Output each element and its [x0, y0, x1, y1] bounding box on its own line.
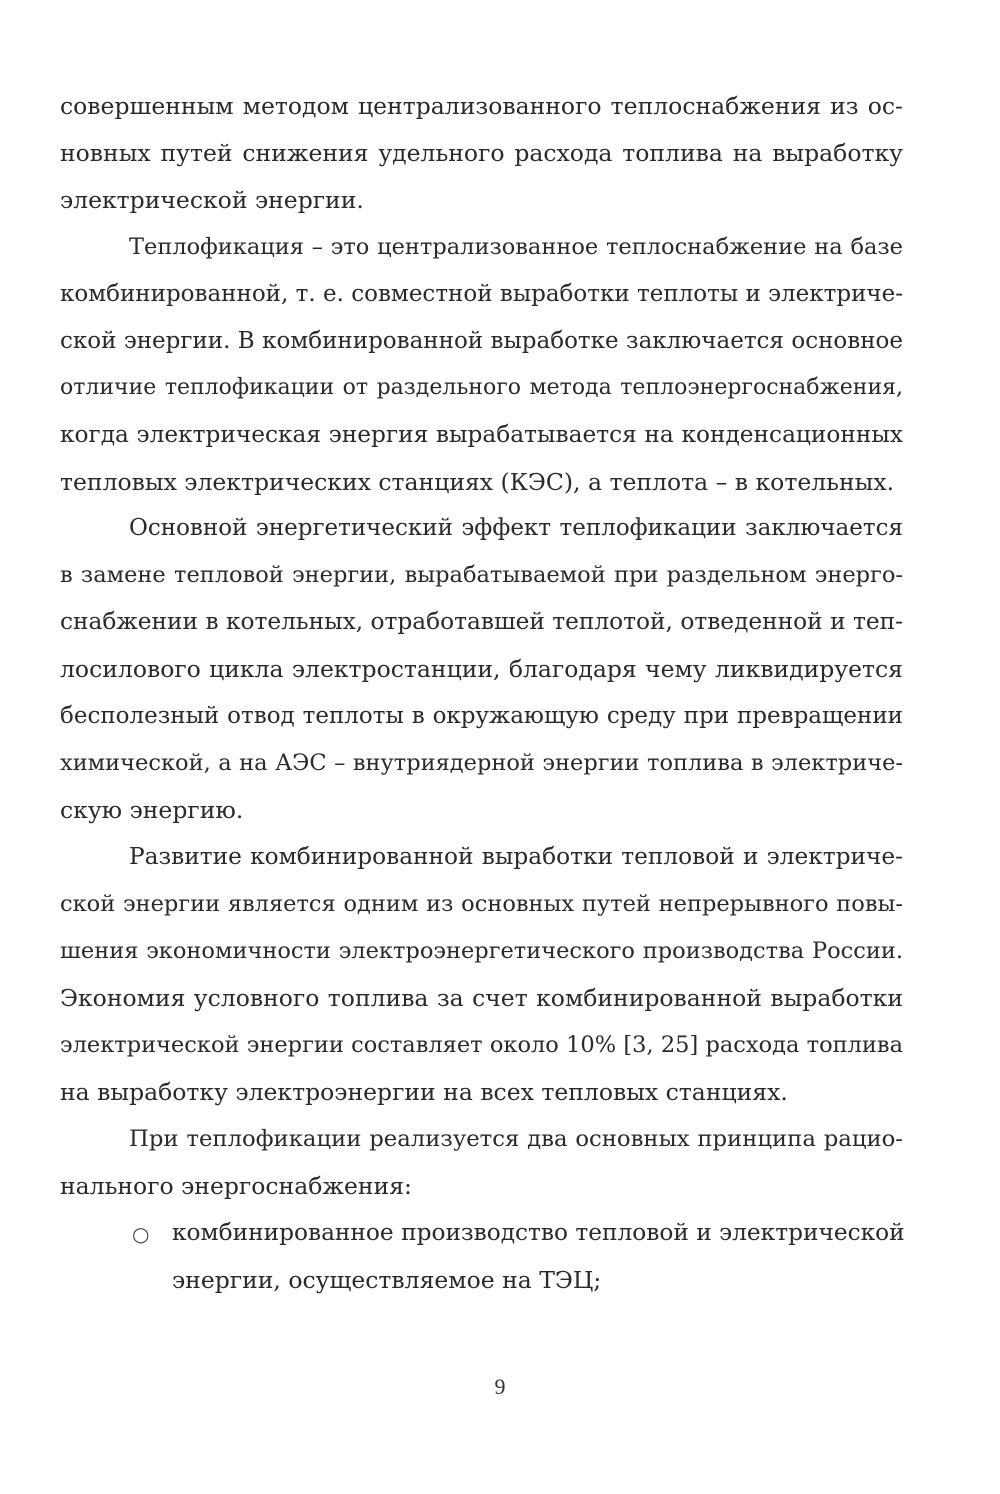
page-number: 9	[494, 1374, 506, 1399]
text-line: ской энергии является одним из основных путей непрерывного повы-	[60, 891, 903, 917]
bullet-item-line: энергии, осуществляемое на ТЭЦ;	[172, 1266, 602, 1294]
text-line: Теплофикация – это централизованное теплоснабжение на базе	[129, 234, 903, 260]
bullet-marker-icon: ○	[132, 1222, 150, 1246]
text-line: комбинированной, т. е. совместной выработки теплоты и электриче-	[60, 281, 903, 307]
text-line: в замене тепловой энергии, вырабатываемой при раздельном энерго-	[60, 562, 903, 588]
text-line: При теплофикации реализуется два основных принципа рацио-	[129, 1126, 903, 1152]
text-line: Экономия условного топлива за счет комбинированной выработки	[60, 984, 903, 1012]
text-line: снабжении в котельных, отработавшей теплотой, отведенной и теп-	[60, 608, 903, 635]
text-line: отличие теплофикации от раздельного метода теплоэнергоснабжения,	[60, 375, 903, 400]
text-line: нального энергоснабжения:	[60, 1172, 412, 1200]
text-line: электрической энергии составляет около 10% [3, 25] расхода топлива	[60, 1032, 903, 1058]
text-line: электрической энергии.	[60, 186, 364, 214]
bullet-item-line: комбинированное производство тепловой и электрической	[172, 1219, 905, 1246]
text-line: шения экономичности электроэнергетического производства России.	[60, 938, 903, 964]
text-line: лосилового цикла электростанции, благодаря чему ликвидируется	[60, 655, 903, 683]
text-line: на выработку электроэнергии на всех тепловых станциях.	[60, 1078, 788, 1106]
text-line: Основной энергетический эффект теплофикации заключается	[129, 515, 903, 541]
text-line: ской энергии. В комбинированной выработке заключается основное	[60, 328, 903, 354]
text-line: новных путей снижения удельного расхода топлива на выработку	[60, 139, 903, 167]
text-line: когда электрическая энергия вырабатывается на конденсационных	[60, 421, 903, 448]
text-line: химической, а на АЭС – внутриядерной энергии топлива в электриче-	[60, 750, 903, 776]
text-line: Развитие комбинированной выработки тепловой и электриче-	[129, 843, 903, 870]
text-line: тепловых электрических станциях (КЭС), а теплота – в котельных.	[60, 468, 895, 496]
text-line: скую энергию.	[60, 796, 244, 824]
text-line: совершенным методом централизованного теплоснабжения из ос-	[60, 92, 903, 120]
text-line: бесполезный отвод теплоты в окружающую среду при превращении	[60, 703, 903, 729]
